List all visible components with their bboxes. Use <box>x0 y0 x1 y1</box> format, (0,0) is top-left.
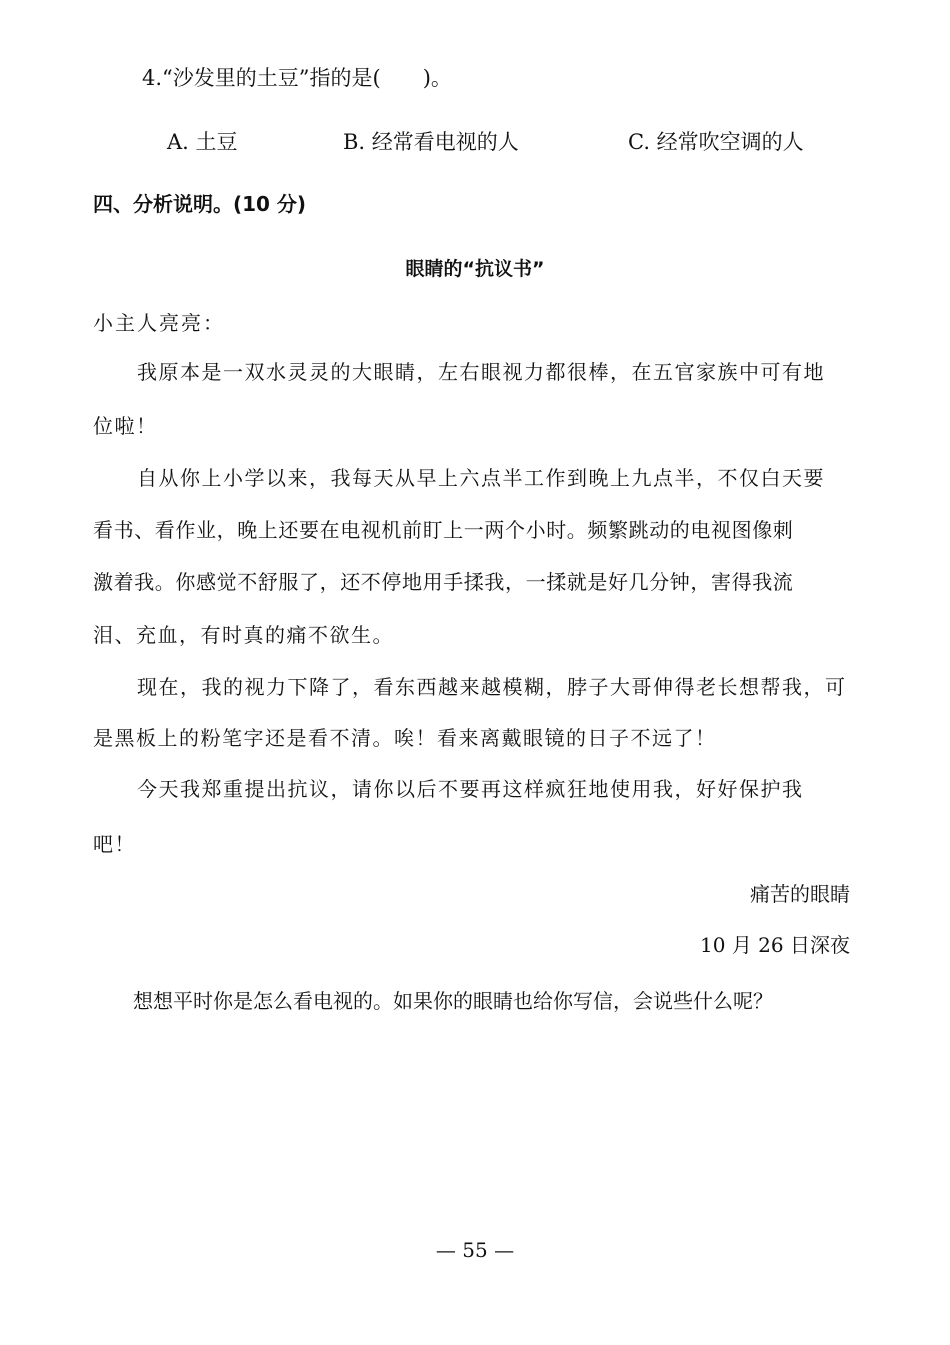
letter-line: 今天我郑重提出抗议，请你以后不要再这样疯狂地使用我，好好保护我 <box>137 777 804 801</box>
letter-greeting: 小主人亮亮： <box>93 311 225 335</box>
letter-line: 是黑板上的粉笔字还是看不清。唉！看来离戴眼镜的日子不远了！ <box>93 726 717 750</box>
letter-title: 眼睛的“抗议书” <box>405 258 545 280</box>
question-4-option-a: A. 土豆 <box>167 130 238 154</box>
letter-line: 吧！ <box>93 832 136 856</box>
question-4-stem: 4.“沙发里的土豆”指的是( )。 <box>142 66 452 90</box>
letter-date: 10 月 26 日深夜 <box>700 933 850 957</box>
page-number: — 55 — <box>435 1238 515 1262</box>
writing-prompt: 想想平时你是怎么看电视的。如果你的眼睛也给你写信，会说些什么呢？ <box>133 989 773 1013</box>
letter-signature: 痛苦的眼睛 <box>750 882 850 906</box>
letter-line: 我原本是一双水灵灵的大眼睛，左右眼视力都很棒，在五官家族中可有地 <box>137 360 825 384</box>
letter-line: 看书、看作业，晚上还要在电视机前盯上一两个小时。频繁跳动的电视图像刺 <box>93 518 794 542</box>
letter-line: 激着我。你感觉不舒服了，还不停地用手揉我，一揉就是好几分钟，害得我流 <box>93 570 794 594</box>
letter-line: 自从你上小学以来，我每天从早上六点半工作到晚上九点半，不仅白天要 <box>137 466 825 490</box>
question-4-option-b: B. 经常看电视的人 <box>343 130 519 154</box>
question-4-option-c: C. 经常吹空调的人 <box>628 130 804 154</box>
letter-line: 位啦！ <box>93 414 158 438</box>
section-heading: 四、分析说明。(10 分) <box>93 192 307 216</box>
letter-line: 泪、充血，有时真的痛不欲生。 <box>93 623 394 647</box>
letter-line: 现在，我的视力下降了，看东西越来越模糊，脖子大哥伸得老长想帮我，可 <box>137 675 847 699</box>
